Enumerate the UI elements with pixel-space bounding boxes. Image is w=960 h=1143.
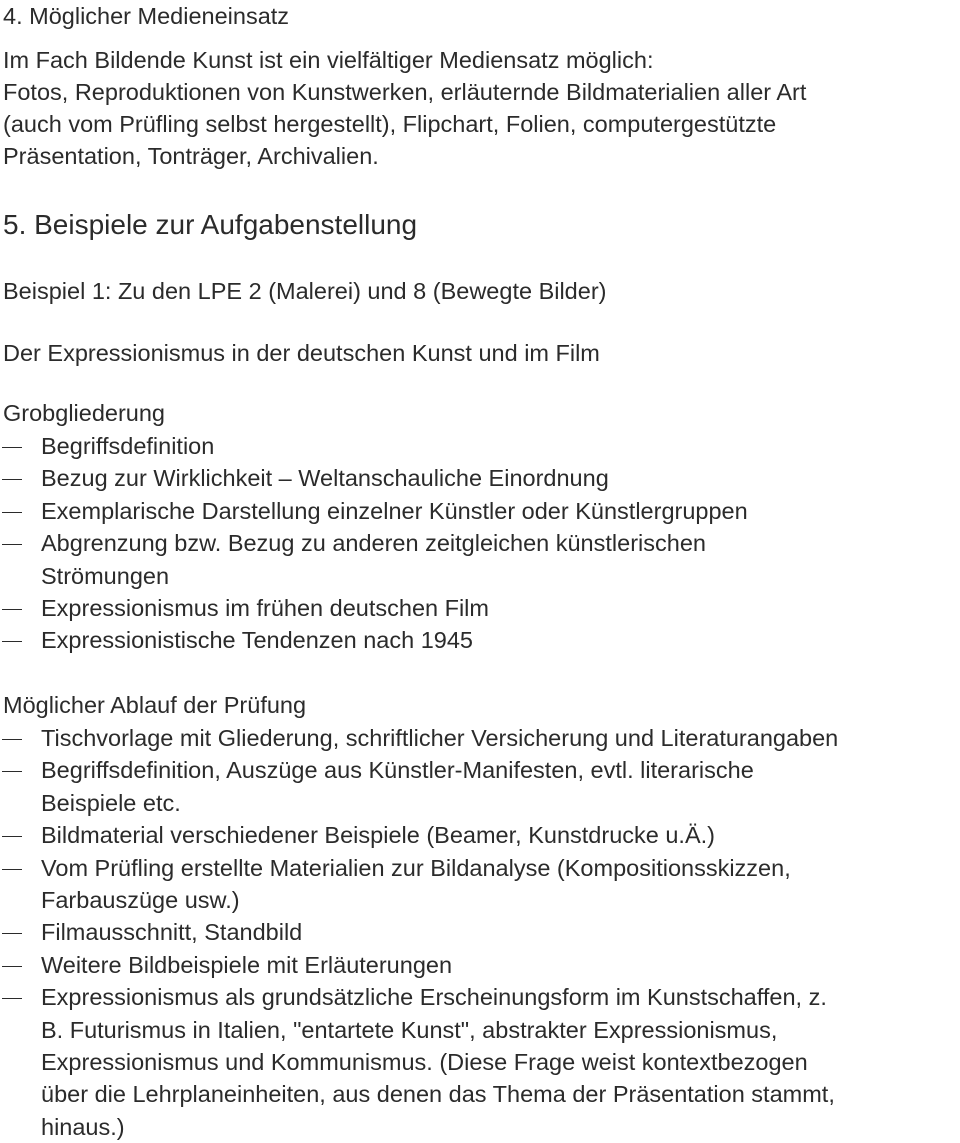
example-title: Beispiel 1: Zu den LPE 2 (Malerei) und 8 (Bewegte Bilder) <box>3 278 607 304</box>
dash-bullet-icon <box>2 512 22 513</box>
list-item-text: Beispiele etc. <box>41 789 181 816</box>
list-item <box>0 592 960 624</box>
list-item <box>0 852 960 917</box>
list-item-text: B. Futurismus in Italien, "entartete Kunst", abstrakter Expressionismus, <box>41 1016 778 1043</box>
list-item-text: Expressionistische Tendenzen nach 1945 <box>41 627 473 654</box>
list-item-text: Filmausschnitt, Standbild <box>41 919 303 946</box>
list-item-text: Farbauszüge usw.) <box>41 886 240 913</box>
list-item-text: Expressionismus im frühen deutschen Film <box>41 595 489 621</box>
list-item-text: hinaus.) <box>41 1113 125 1140</box>
list-item <box>0 462 960 494</box>
dash-bullet-icon <box>2 998 22 999</box>
procedure-heading: Möglicher Ablauf der Prüfung <box>3 692 307 718</box>
list-item-text: Expressionismus und Kommunismus. (Diese Frage weist kontextbezogen <box>41 1048 808 1075</box>
list-item <box>0 527 960 592</box>
list-item-text: Weitere Bildbeispiele mit Erläuterungen <box>41 951 453 978</box>
list-item <box>0 819 960 851</box>
section-4-paragraph-line: (auch vom Prüfling selbst hergestellt), Flipchart, Folien, computergestützte <box>3 111 777 137</box>
topic-title: Der Expressionismus in der deutschen Kunst und im Film <box>3 340 600 366</box>
list-item <box>0 624 960 656</box>
dash-bullet-icon <box>2 836 22 837</box>
dash-bullet-icon <box>2 933 22 934</box>
dash-bullet-icon <box>2 771 22 772</box>
list-item-text: über die Lehrplaneinheiten, aus denen das Thema der Präsentation stammt, <box>41 1081 835 1108</box>
section-4-paragraph-line: Fotos, Reproduktionen von Kunstwerken, erläuternde Bildmaterialien aller Art <box>3 79 807 105</box>
list-item <box>0 981 960 1143</box>
list-item-text: Vom Prüfling erstellte Materialien zur Bildanalyse (Kompositionsskizzen, <box>41 854 791 881</box>
outline-heading: Grobgliederung <box>3 400 165 426</box>
list-item-text: Strömungen <box>41 562 170 589</box>
list-item-text: Abgrenzung bzw. Bezug zu anderen zeitgleichen künstlerischen <box>41 530 706 557</box>
list-item-text: Tischvorlage mit Gliederung, schriftlicher Versicherung und Literaturangaben <box>41 725 839 751</box>
list-item <box>0 754 960 819</box>
dash-bullet-icon <box>2 609 22 610</box>
dash-bullet-icon <box>2 869 22 870</box>
list-item <box>0 722 960 754</box>
list-item-text: Exemplarische Darstellung einzelner Künstler oder Künstlergruppen <box>41 497 748 524</box>
list-item <box>0 949 960 981</box>
section-4-paragraph-line: Präsentation, Tonträger, Archivalien. <box>3 143 379 169</box>
dash-bullet-icon <box>2 544 22 545</box>
list-item <box>0 916 960 948</box>
list-item-text: Bildmaterial verschiedener Beispiele (Beamer, Kunstdrucke u.Ä.) <box>41 822 715 849</box>
list-item-text: Expressionismus als grundsätzliche Erscheinungsform im Kunstschaffen, z. <box>41 984 827 1011</box>
dash-bullet-icon <box>2 739 22 740</box>
list-item-text: Bezug zur Wirklichkeit – Weltanschauliche Einordnung <box>41 465 609 492</box>
dash-bullet-icon <box>2 447 22 448</box>
section-4-title: 4. Möglicher Medieneinsatz <box>3 3 290 29</box>
list-item <box>0 430 960 462</box>
list-item-text: Begriffsdefinition <box>41 433 215 459</box>
list-item-text: Begriffsdefinition, Auszüge aus Künstler-Manifesten, evtl. literarische <box>41 757 754 784</box>
dash-bullet-icon <box>2 966 22 967</box>
dash-bullet-icon <box>2 641 22 642</box>
section-5-title: 5. Beispiele zur Aufgabenstellung <box>3 209 418 240</box>
dash-bullet-icon <box>2 479 22 480</box>
list-item <box>0 495 960 527</box>
section-4-paragraph-line: Im Fach Bildende Kunst ist ein vielfältiger Mediensatz möglich: <box>3 47 654 73</box>
